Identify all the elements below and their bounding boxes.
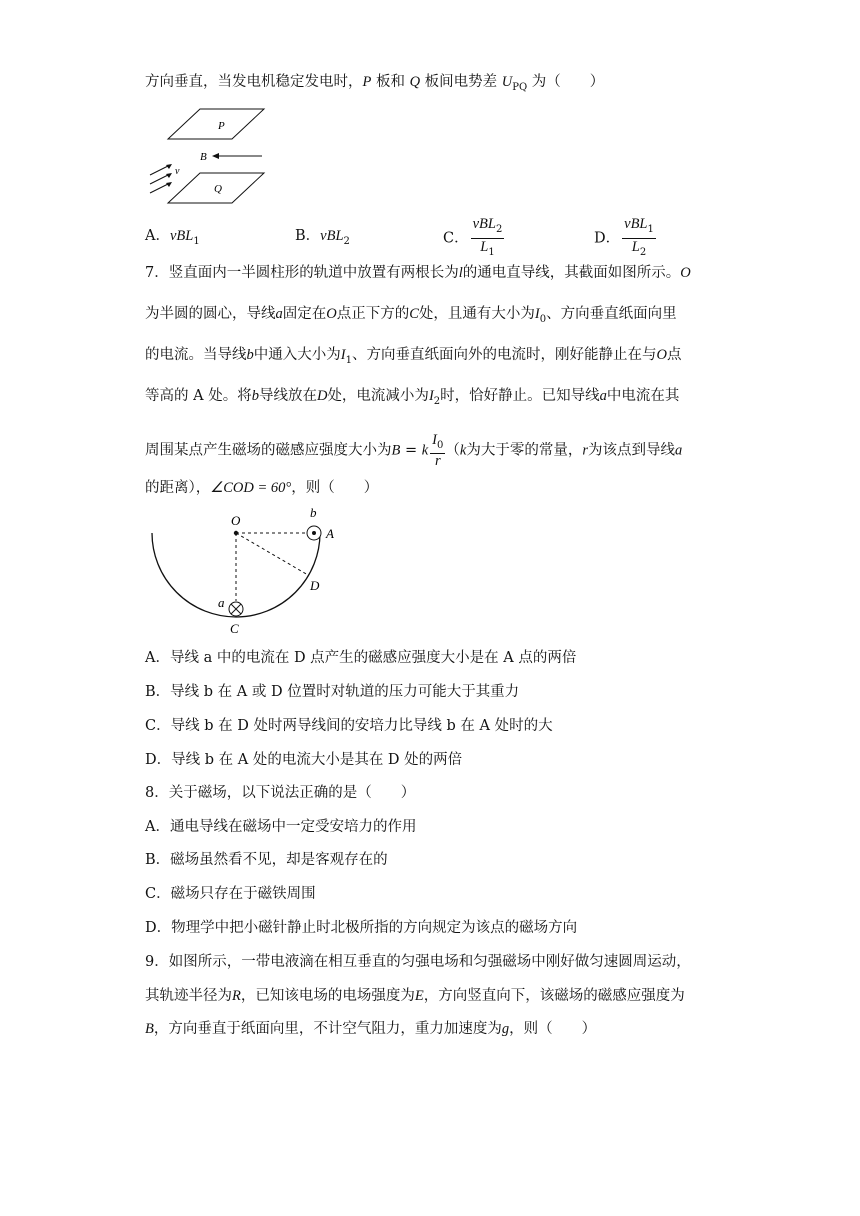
fraction: $\frac{vBL_1}{L_2}$ (624, 216, 654, 258)
q9-stem-line3: B，方向垂直于纸面向里，不计空气阻力，重力加速度为g，则（ ） (145, 1021, 597, 1037)
q7-stem-line2: 为半圆的圆心，导线a固定在O点正下方的C处，且通有大小为$I_0$、方向垂直纸面向里 (145, 306, 677, 325)
q7-stem-line6: 的距离），∠COD = 60°，则（ ） (145, 480, 379, 496)
q6-figure (148, 105, 273, 205)
q7-option-c[interactable]: C．导线 b 在 D 处时两导线间的安培力比导线 b 在 A 处时的大 (145, 718, 553, 734)
q7-option-a[interactable]: A．导线 a 中的电流在 D 点产生的磁感应强度大小是在 A 点的两倍 (145, 650, 577, 666)
q6-option-b[interactable]: B．vBL$_2$ (295, 228, 350, 247)
q8-option-b[interactable]: B．磁场虽然看不见，却是客观存在的 (145, 852, 388, 868)
q9-stem-line2: 其轨迹半径为R，已知该电场的电场强度为E，方向竖直向下，该磁场的磁感应强度为 (145, 988, 685, 1004)
svg-text:O: O (231, 513, 241, 528)
fraction: $\frac{vBL_2}{L_1}$ (472, 216, 503, 258)
svg-text:B: B (200, 151, 207, 163)
q6-stem: 方向垂直，当发电机稳定发电时，P 板和 Q 板间电势差 $U_{PQ}$ 为（ ） (145, 74, 605, 93)
q6-option-a[interactable]: A．vBL$_1$ (145, 228, 200, 247)
svg-text:C: C (230, 621, 239, 636)
q7-stem-line1: 7．竖直面内一半圆柱形的轨道中放置有两根长为l的通电直导线，其截面如图所示。O (145, 265, 691, 281)
svg-text:Q: Q (214, 183, 222, 195)
svg-text:b: b (310, 505, 317, 520)
formula-fraction: $\frac{I_0}{r}$ (432, 432, 444, 469)
q6-option-c[interactable]: C． $\frac{vBL_2}{L_1}$ (443, 216, 504, 261)
q7-option-b[interactable]: B．导线 b 在 A 或 D 位置时对轨道的压力可能大于其重力 (145, 684, 520, 700)
svg-text:v: v (175, 166, 180, 177)
q7-figure (140, 505, 340, 640)
q8-option-a[interactable]: A．通电导线在磁场中一定受安培力的作用 (145, 819, 417, 835)
q7-option-d[interactable]: D．导线 b 在 A 处的电流大小是其在 D 处的两倍 (145, 752, 463, 768)
q8-option-d[interactable]: D．物理学中把小磁针静止时北极所指的方向规定为该点的磁场方向 (145, 920, 578, 936)
svg-text:A: A (326, 526, 334, 541)
q8-stem: 8．关于磁场，以下说法正确的是（ ） (145, 785, 416, 801)
q7-stem-line5: 周围某点产生磁场的磁感应强度大小为B = k $\frac{I_0}{r}$ （k为大于零的常量，r为该点到导线a (145, 432, 683, 469)
svg-text:a: a (218, 595, 225, 610)
q7-stem-line4: 等高的 A 处。将b导线放在D处，电流减小为$I_2$时，恰好静止。已知导线a中电流在其 (145, 388, 680, 407)
q6-option-d[interactable]: D． $\frac{vBL_1}{L_2}$ (594, 216, 656, 261)
svg-text:P: P (218, 120, 225, 132)
svg-text:D: D (310, 578, 320, 593)
q8-option-c[interactable]: C．磁场只存在于磁铁周围 (145, 886, 316, 902)
q9-stem-line1: 9．如图所示，一带电液滴在相互垂直的匀强电场和匀强磁场中刚好做匀速圆周运动， (145, 954, 691, 970)
q7-stem-line3: 的电流。当导线b中通入大小为$I_1$、方向垂直纸面向外的电流时，刚好能静止在与O点 (145, 347, 682, 366)
